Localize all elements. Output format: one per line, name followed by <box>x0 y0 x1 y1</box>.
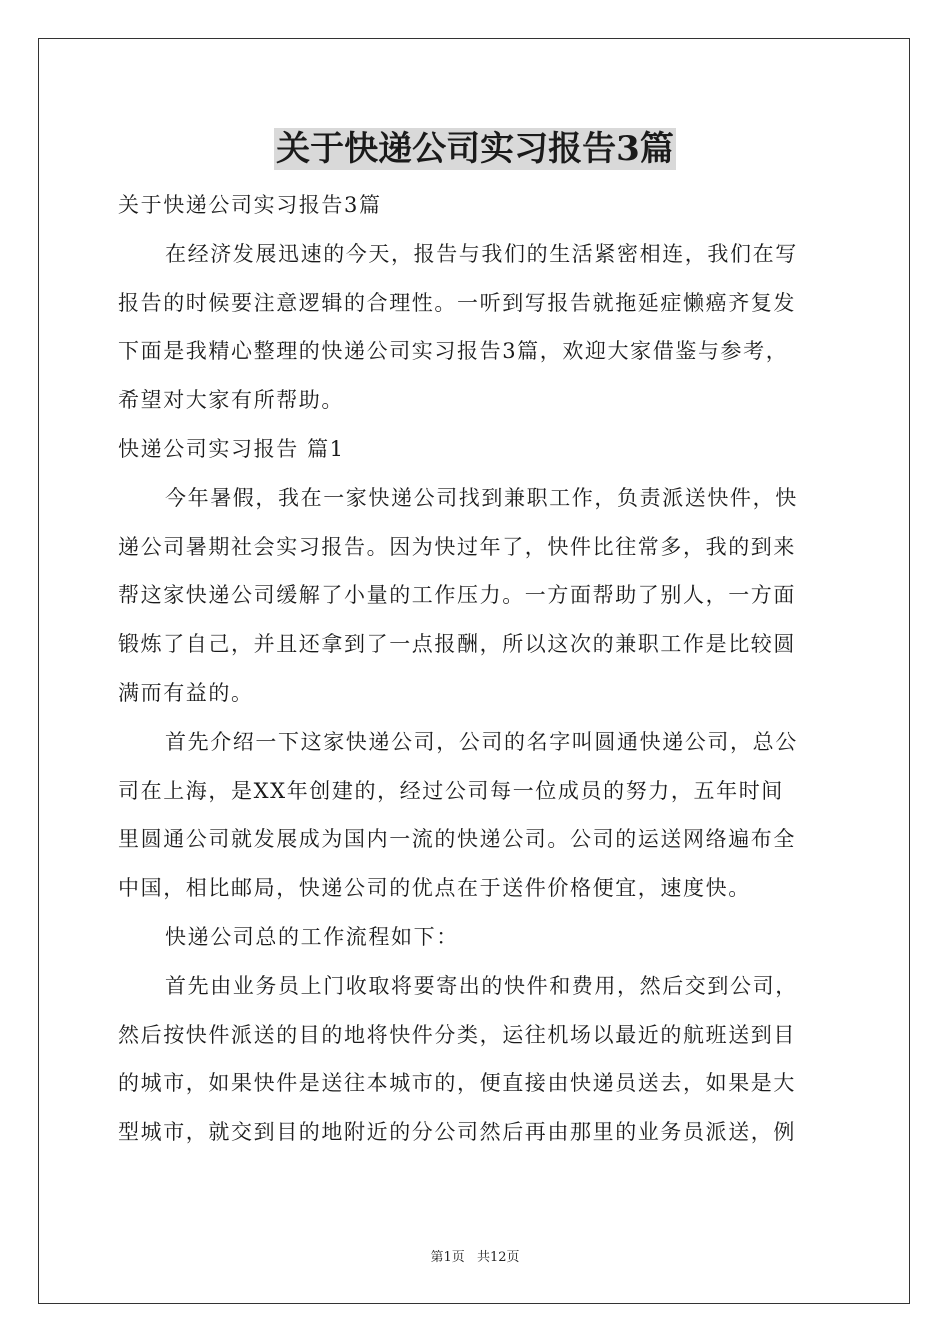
text-line: 希望对大家有所帮助。 <box>118 388 344 413</box>
text-line: 快递公司总的工作流程如下： <box>165 924 459 949</box>
text-line: 帮这家快递公司缓解了小量的工作压力。一方面帮助了别人，一方面 <box>118 583 796 608</box>
text-line: 关于快递公司实习报告3篇 <box>118 193 382 217</box>
text-line: 里圆通公司就发展成为国内一流的快递公司。公司的运送网络遍布全 <box>118 827 796 852</box>
text-line: 下面是我精心整理的快递公司实习报告3篇，欢迎大家借鉴与参考， <box>118 339 789 364</box>
text-line: 司在上海，是XX年创建的，经过公司每一位成员的努力，五年时间 <box>118 778 784 803</box>
page-total: 共12页 <box>476 1250 520 1265</box>
text-line: 中国，相比邮局，快递公司的优点在于送件价格便宜，速度快。 <box>118 876 751 901</box>
text-line: 今年暑假，我在一家快递公司找到兼职工作，负责派送快件，快 <box>165 485 798 510</box>
page-number: 第1页 <box>430 1250 465 1265</box>
text-line: 报告的时候要注意逻辑的合理性。一听到写报告就拖延症懒癌齐复发 <box>118 290 796 315</box>
text-line: 在经济发展迅速的今天，报告与我们的生活紧密相连，我们在写 <box>165 241 798 266</box>
section-heading: 快递公司实习报告 篇1 <box>118 436 345 461</box>
document-body <box>118 181 832 1157</box>
page-footer <box>0 1246 950 1265</box>
text-line: 满而有益的。 <box>118 680 254 705</box>
text-line: 递公司暑期社会实习报告。因为快过年了，快件比往常多，我的到来 <box>118 534 796 559</box>
text-line: 首先介绍一下这家快递公司，公司的名字叫圆通快递公司，总公 <box>165 729 798 754</box>
title-area <box>0 128 950 170</box>
text-line: 首先由业务员上门收取将要寄出的快件和费用，然后交到公司， <box>165 973 798 998</box>
text-line: 锻炼了自己，并且还拿到了一点报酬，所以这次的兼职工作是比较圆 <box>118 632 796 657</box>
text-line: 型城市，就交到目的地附近的分公司然后再由那里的业务员派送，例 <box>118 1120 796 1145</box>
text-line: 然后按快件派送的目的地将快件分类，运往机场以最近的航班送到目 <box>118 1022 796 1047</box>
text-line: 的城市，如果快件是送往本城市的，便直接由快递员送去，如果是大 <box>118 1071 796 1096</box>
document-title: 关于快递公司实习报告3篇 <box>276 129 674 169</box>
